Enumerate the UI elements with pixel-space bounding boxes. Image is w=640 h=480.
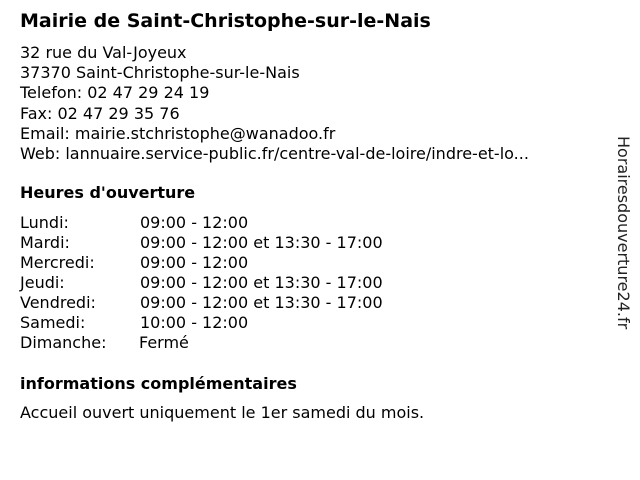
hours-day: Dimanche: (20, 333, 107, 352)
info-heading: informations complémentaires (20, 374, 297, 393)
contact-email[interactable]: Email: mairie.stchristophe@wanadoo.fr (20, 123, 336, 143)
hours-day: Mardi: (20, 233, 70, 252)
hours-time: 10:00 - 12:00 (140, 313, 249, 332)
hours-day: Mercredi: (20, 253, 95, 272)
hours-time: 09:00 - 12:00 et 13:30 - 17:00 (140, 293, 383, 312)
info-text: Accueil ouvert uniquement le 1er samedi du mois. (20, 403, 425, 422)
contact-block (20, 43, 529, 164)
hours-row-saturday (20, 313, 383, 333)
contact-street: 32 rue du Val-Joyeux (20, 43, 187, 62)
hours-time: 09:00 - 12:00 (140, 213, 249, 232)
hours-time: Fermé (139, 333, 189, 352)
hours-time: 09:00 - 12:00 (140, 253, 249, 272)
hours-row-tuesday (20, 233, 383, 253)
contact-web[interactable]: Web: lannuaire.service-public.fr/centre-val-de-loire/indre-et-lo... (20, 144, 529, 164)
contact-phone[interactable]: Telefon: 02 47 29 24 19 (20, 83, 210, 103)
opening-hours-table (20, 213, 383, 353)
hours-day: Jeudi: (20, 273, 65, 292)
hours-row-friday (20, 293, 383, 313)
page-title: Mairie de Saint-Christophe-sur-le-Nais (20, 10, 431, 32)
site-watermark: Horairesdouverture24.fr (614, 136, 633, 330)
contact-fax: Fax: 02 47 29 35 76 (20, 103, 180, 123)
hours-day: Lundi: (20, 213, 69, 232)
hours-day: Vendredi: (20, 293, 96, 312)
hours-time: 09:00 - 12:00 et 13:30 - 17:00 (140, 233, 383, 252)
hours-row-sunday (20, 333, 383, 353)
hours-row-thursday (20, 273, 383, 293)
contact-city: 37370 Saint-Christophe-sur-le-Nais (20, 63, 300, 83)
hours-row-monday (20, 213, 383, 233)
hours-time: 09:00 - 12:00 et 13:30 - 17:00 (140, 273, 383, 292)
hours-heading: Heures d'ouverture (20, 183, 196, 202)
hours-row-wednesday (20, 253, 383, 273)
hours-day: Samedi: (20, 313, 86, 332)
